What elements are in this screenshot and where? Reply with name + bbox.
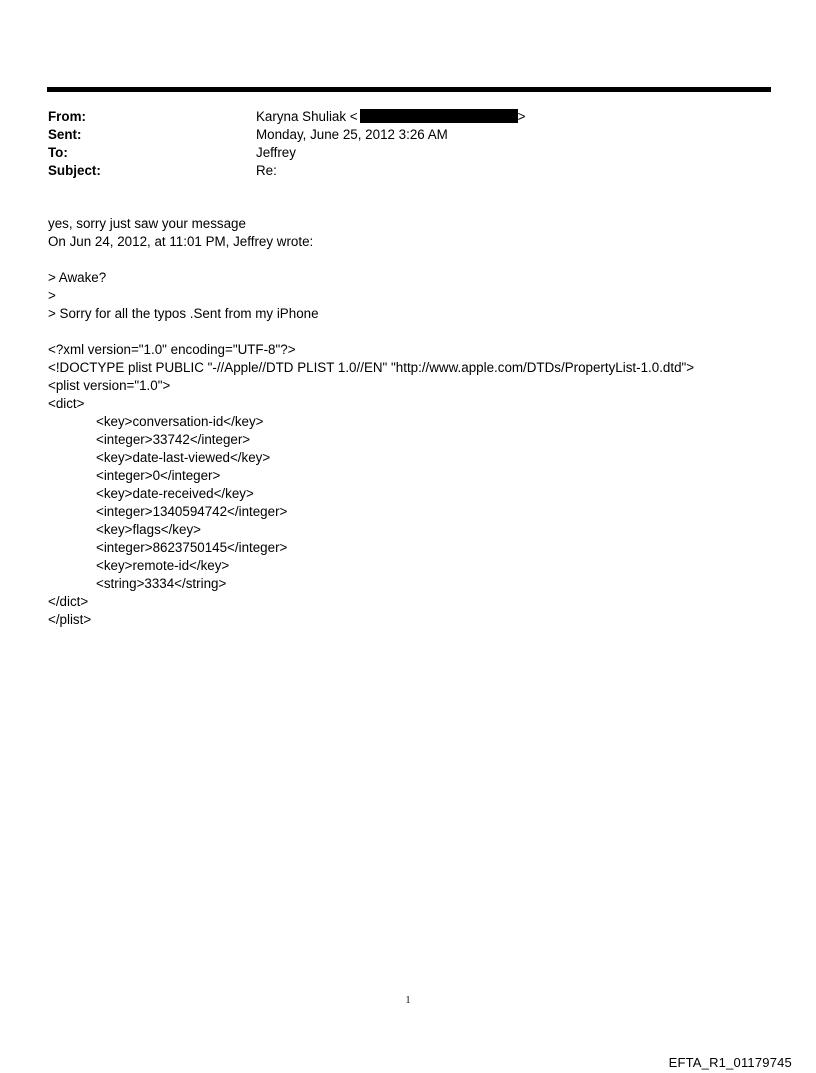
body-line: <?xml version="1.0" encoding="UTF-8"?>	[48, 342, 296, 357]
body-line	[48, 323, 788, 341]
from-value	[256, 108, 525, 126]
subject-row	[48, 162, 748, 180]
email-body	[48, 215, 788, 629]
body-line: <integer>8623750145</integer>	[96, 540, 288, 555]
body-line: > Awake?	[48, 270, 107, 285]
body-line: <key>date-last-viewed</key>	[96, 450, 271, 465]
from-label: From:	[48, 109, 86, 124]
body-line: <string>3334</string>	[96, 576, 227, 591]
body-line: </plist>	[48, 612, 92, 627]
redaction-box	[360, 109, 518, 123]
body-line: <integer>33742</integer>	[96, 432, 251, 447]
body-line: > Sorry for all the typos .Sent from my iPhone	[48, 306, 319, 321]
body-line: <integer>0</integer>	[96, 468, 221, 483]
email-header	[48, 108, 748, 180]
from-name: Karyna Shuliak <	[256, 109, 358, 124]
bates-number: EFTA_R1_01179745	[668, 1055, 792, 1070]
subject-label: Subject:	[48, 163, 101, 178]
header-divider	[47, 87, 771, 92]
from-row	[48, 108, 748, 126]
to-row	[48, 144, 748, 162]
body-line	[48, 251, 788, 269]
subject-value: Re:	[256, 163, 277, 178]
body-line: >	[48, 288, 56, 303]
sent-row	[48, 126, 748, 144]
body-line: <key>conversation-id</key>	[96, 414, 264, 429]
sent-label: Sent:	[48, 127, 82, 142]
to-value: Jeffrey	[256, 145, 296, 160]
body-line: <dict>	[48, 396, 85, 411]
body-line: </dict>	[48, 594, 89, 609]
body-line: <!DOCTYPE plist PUBLIC "-//Apple//DTD PLIST 1.0//EN" "http://www.apple.com/DTDs/PropertyList-1.0.dtd">	[48, 360, 695, 375]
body-line: On Jun 24, 2012, at 11:01 PM, Jeffrey wrote:	[48, 234, 314, 249]
body-line: yes, sorry just saw your message	[48, 216, 246, 231]
body-line: <key>remote-id</key>	[96, 558, 230, 573]
body-line: <key>date-received</key>	[96, 486, 254, 501]
body-line: <integer>1340594742</integer>	[96, 504, 288, 519]
sent-value: Monday, June 25, 2012 3:26 AM	[256, 127, 448, 142]
from-close: >	[517, 109, 526, 124]
page-number: 1	[405, 995, 411, 1006]
body-line: <key>flags</key>	[96, 522, 201, 537]
body-line: <plist version="1.0">	[48, 378, 171, 393]
to-label: To:	[48, 145, 68, 160]
